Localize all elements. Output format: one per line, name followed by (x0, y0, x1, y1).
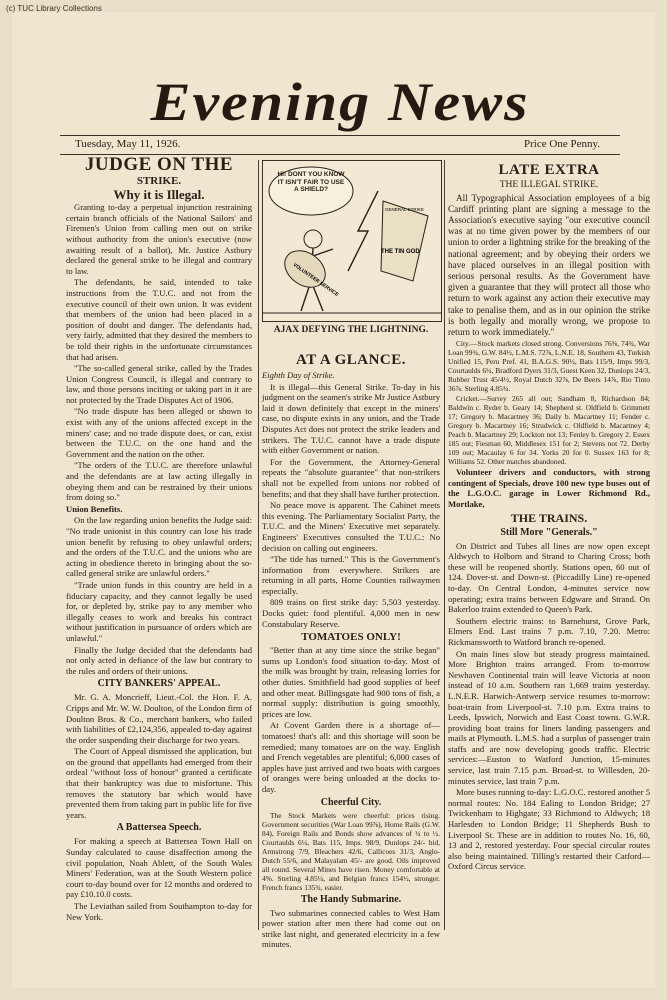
tin-god-figure (381, 201, 428, 281)
paragraph: Two submarines connected cables to West Ham power station after men there had come out on strike last night, and generated electricity in a few minutes. (262, 907, 440, 950)
paragraph: On main lines slow but steady progress maintained. More Brighton trains arranged. From to-morrow Newhaven Continental train will leave Victoria at noon instead of 10 a.m. Southern ran 1,669 trains yesterday. L.N.E.R. Harwich-Antwerp service resumes to-morrow: boat-train from Liverpool-st. 7.10 p.m. Extra trains to Leeds, Ipswich, Norwich and East Coast towns. G.W.R. providing boat trains for liners landing passengers and mails at Plymouth. L.M.S. had a surplus of passenger train staffs and are now developing goods traffic. Electric services:—Euston to Watford Junction, 15-minutes service, last train 7.15 p.m. Broad-st. to Willesden, 20-minutes service, last train 7 p.m. (448, 648, 650, 786)
paragraph: "Trade union funds in this country are held in a fiduciary capacity, and they cannot legally be used for, or depleted by, strike pay to any member who illegally ceases to work and breaks his contract without justification in pursuance of orders which are unlawful." (66, 579, 252, 643)
subhead-handy-submarine: The Handy Submarine. (300, 893, 402, 905)
general-strike-label: GENERAL STRIKE (385, 207, 424, 212)
column-rule-left (258, 160, 259, 930)
paragraph: For making a speech at Battersea Town Hall on Sunday calculated to cause disaffection among the civil population, Noah Ablett, of the South Wales Miners' Federation, was at the South Western police court to-day bound over for 12 months and ordered to pay £10.10.0 costs. (66, 836, 252, 900)
column-late-extra (448, 162, 650, 873)
masthead-title: Evening News (150, 72, 530, 132)
paragraph: All Typographical Association employees of a big Cardiff printing plant are signing a message to the Association's executive saying "our executive council was at no time given power by the members of our union to order a lightning strike for the breaking of the national agreement; and by obeying their orders we have placed ourselves in an illegal position with serious personal results. As the Government have given a guarantee that they will protect all those who return to work against any action their executive may take to penalise them, and as in our opinion the strike is both legally and morally wrong, we propose to return to work immediately." (448, 192, 650, 338)
paragraph: The defendants, he said, intended to take instructions from the T.U.C. and not from the executive council of their own union. It was evident that members of the union had been placed in a position of doubt and danger. The defendants had, very fairly, admitted that they desired the members to be told their rights in the unfortunate circumstances that had arisen. (66, 277, 252, 362)
shield-label: VOLUNTEER SERVICE (291, 262, 340, 299)
subhead-still-more-generals: Still More "Generals." (500, 526, 598, 538)
copyright-notice: (c) TUC Library Collections (6, 4, 102, 13)
cartoon-caption: AJAX DEFYING THE LIGHTNING. (273, 325, 429, 335)
paragraph: Granting to-day a perpetual injunction restraining certain branch officials of the National Sailors' and Firemen's Union from calling men out on strike without authority from the union's executive (now awaiting result of a ballot), Mr. Justice Astbury declared the general strike to be illegal and contrary to law. (66, 202, 252, 276)
paragraph: It is illegal—this General Strike. To-day in his judgment on the seamen's strike Mr Justice Astbury laid it down definitely that except in the miners' case, no dispute exists in any union, and the Trade Disputes Act does not protect the strike leaders and strikers. The T.U.C. cannot have a trade dispute with either Government or nation. (262, 381, 440, 456)
paragraph: Cricket.—Surrey 265 all out; Sandham 8, Richardson 84; Baldwin c. Ryder b. Geary 14; Shepherd st. Oldfield b. Grimmett 17; Gregory b. Macartney 36; Daily b. Macartney 11; Fender c. Gregory b. Macartney 16; Strudwick c. Oldfield b. Macartney 4; Peach b. Macartney 29; Lockton not 13; Fenley b. Gregory 2. Essex 185 out; Fiesman 60, Middlesex 151 for 2; Stevens not 72. Derby 109 out; Macaulay 6 for 34. Yorks 20 for 0. Sussex 163 for 8; Williams 52. Other matches abandoned. (448, 394, 650, 467)
figure-head (304, 230, 322, 248)
paragraph: More buses running to-day: L.G.O.C. restored another 5 normal routes: No. 184 Ealing to London Bridge; 27 Twickenham to Highgate; 33 Richmond to Aldwych; 18 Harlesden to London Bridge; 11 Shepherds Bush to Liverpool St. These are in addition to routes No. 16, 60, 13 and 2, restored yesterday. Four special circular routes also being maintained. Tilling's restarted their Catford—Oxford Circus service. (448, 787, 650, 872)
paragraph: The Stock Markets were cheerful: prices rising. Government securities (War Loan 99⅞), Home Rails (G.W. 84), Foreign Rails and Bonds show advances of ¼ to ½. Courtaulds 6¼, Bats 115, Imps. 98/9, Dunlops 24/- bid, Armstrong 7/9, Bleachers 42/6, Callicoes 31/3, Anglo-Dutch 55/6, and Malayalam 45/- are good. Oils improved all round. Several Mines have risen. Money comfortable at 4%. Sterling 4.85¼, and Belgian francs 154½, stronger. French francs 135¾, easier. (262, 810, 440, 892)
tin-god-label: THE TIN GOD (381, 249, 420, 255)
cartoon-drawing (263, 161, 441, 321)
subhead-trains: THE TRAINS. (510, 510, 588, 525)
paragraph: On District and Tubes all lines are now open except Aldwych to Holborn and Strand to Charing Cross; both these will be reopened shortly. Stations open, 60 out of 124. Dover-st. and Down-st. (Piccadilly Line) re-opened to-day. On Central London, 4-minutes service now operating; extra trains between Edgware and Strand. On Bakerloo trains extended to Queen's Park. (448, 540, 650, 615)
paragraph: 809 trains on first strike day: 5,503 yesterday. Docks quiet: food plentiful. 4,000 men in new Constabulary Reserve. (262, 597, 440, 629)
paragraph: On the law regarding union benefits the Judge said: "No trade unionist in this country can lose his trade union benefit by refusing to obey unlawful orders; and the orders of the T.U.C. and the unions who are acting in obedience thereto in bringing about the so-called general strike are unlawful orders." (66, 515, 252, 579)
issue-price: Price One Penny. (524, 138, 600, 150)
subhead-why-illegal: Why it is Illegal. (113, 186, 205, 202)
paragraph: For the Government, the Attorney-General repeats the "absolute guarantee" that non-strikers shall not be expelled from unions nor robbed of benefits; and that they shall have further protection. (262, 456, 440, 499)
subhead-illegal-strike: THE ILLEGAL STRIKE. (499, 180, 599, 190)
paragraph: "Better than at any time since the strike began" sums up London's food situation to-day. Most of the milk was brought by train, releasing lorries for other duties. Smithfield had good supplies of beef and other meat. Billingsgate had 900 tons of fish, a normal supply: distribution is going smoothly, prices are low. (262, 645, 440, 719)
headline-late-extra: LATE EXTRA (498, 162, 600, 178)
cartoon-illustration (262, 160, 442, 322)
paragraph: "The so-called general strike, called by the Trades Union Congress Council, is illegal and contrary to law, and those persons inciting or taking part in it are not protected by the Trade Disputes Act of 1906. (66, 363, 252, 405)
issue-date: Tuesday, May 11, 1926. (75, 138, 181, 150)
dateline-bar (60, 135, 620, 155)
subhead-tomatoes: TOMATOES ONLY! (301, 631, 401, 644)
subhead-union-benefits: Union Benefits. (66, 503, 123, 514)
column-judge-on-strike (66, 155, 252, 923)
paragraph: The Leviathan sailed from Southampton to-day for New York. (66, 901, 252, 922)
paragraph: Mr. G. A. Moncrieff, Lieut.-Col. the Hon. F. A. Cripps and Mr. W. W. Doulton, of the London firm of Doulton Bros. & Co., merchant bankers, who failed with liabilities of £2,124,356, appealed to-day against the order suspending their discharge for two years. (66, 692, 252, 745)
subhead-city-bankers: CITY BANKERS' APPEAL. (97, 678, 221, 690)
paragraph: "No trade dispute has been alleged or shown to exist with any of the unions affected except in the miners' case; and no trade dispute does, or can, exist between the T.U.C. on the one hand and the Government and the nation on the other. (66, 406, 252, 459)
column-rule-right (444, 160, 445, 930)
paragraph: "The tide has turned." This is the Government's information from everywhere. Strikers are returning in all parts, Home Counties railwaymen especially. (262, 554, 440, 596)
headline-at-a-glance: AT A GLANCE. (295, 352, 407, 368)
column-at-a-glance (262, 350, 440, 951)
paragraph: No peace move is apparent. The Cabinet meets this evening. The Parliamentary Socialist Party, the T.U.C. and the Miners' Executive met separately. Engineers' Executives consulted the T.U.C.: No decision on calling out engineers. (262, 500, 440, 553)
subhead-battersea: A Battersea Speech. (116, 822, 202, 834)
headline-judge: JUDGE ON THE (84, 154, 234, 175)
paragraph: Southern electric trains: to Barnehurst, Grove Park, Elmers End. Last trains 7 p.m. 7.10, 7.20. Metro: Rickmansworth to Watford branch re-opened. (448, 615, 650, 647)
subhead-cheerful-city: Cheerful City. (320, 796, 382, 808)
dayline: Eighth Day of Strike. (262, 370, 335, 380)
paragraph: The Court of Appeal dismissed the application, but on the ground that appellants had emerged from their ordeal "without loss of honour" granted a certificate that their bankruptcy was due to misfortune. This removes the statutory bar which would have prevented them from taking part in public life for five years. (66, 746, 252, 820)
speech-bubble-text: HI! DONT YOU KNOW IT ISN'T FAIR TO USE A SHIELD? (277, 171, 345, 193)
headline-strike: STRIKE. (136, 175, 182, 187)
paragraph: At Covent Garden there is a shortage of—tomatoes! that's all: and this shortage will soon be remedied; many tomatoes are on the way. English and French vegetables are plentiful; 6,000 cases of apples have just arrived and two boats with cargoes of oranges were being unloaded at the docks to-day. (262, 720, 440, 794)
paragraph: City.—Stock markets closed strong. Conversions 76⅝, 74¾, War Loan 99¾, G.W. 84½, L.M.S. 72⅞, L.N.E. 18, Southern 43, Turkish Unified 15, Peru Pref. 41, B.A.G.S. 90½, Bats 115/9, Imps 99/3, Courtaulds 6¼, Bradford Dyers 31/3, Guest Keen 32, Dunlops 24/3, Rubber Trust 45/4½, Royal Dutch 32⅞, De Beers 14⅞, Rio Tinto 36⅞. Sterling 4.85¾. (448, 339, 650, 394)
paragraph: Finally the Judge decided that the defendants had not only acted in defiance of the law but contrary to the rules and orders of their unions. (66, 644, 252, 676)
paragraph: Volunteer drivers and conductors, with strong contingent of Specials, drove 100 new type buses out of the L.G.O.C. garage in Lower Richmond Rd., Mortlake, (448, 467, 650, 510)
paragraph: "The orders of the T.U.C. are therefore unlawful and the defendants are at law acting illegally in obeying them and can be restrained by their unions from doing so." (66, 460, 252, 503)
lightning-bolt (348, 191, 378, 271)
